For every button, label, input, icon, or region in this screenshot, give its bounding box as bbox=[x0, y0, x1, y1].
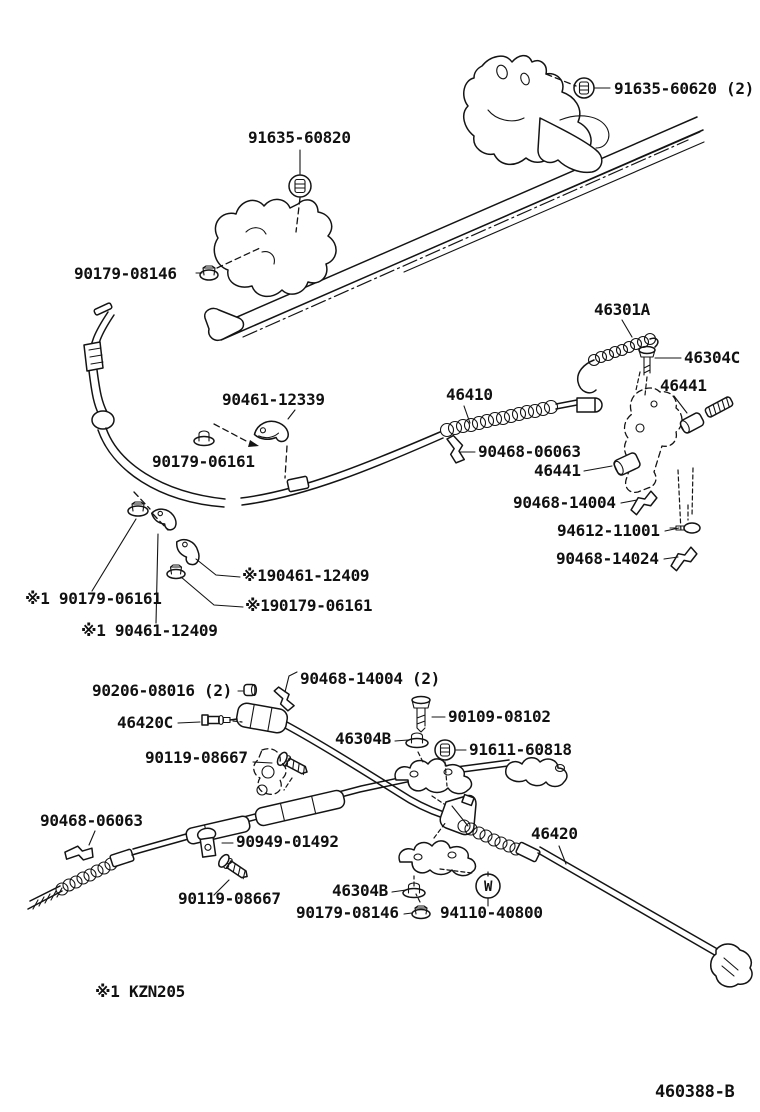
label-94110-40800: 94110-40800 bbox=[440, 903, 543, 922]
cap-icon bbox=[244, 685, 257, 696]
label-46441-a: 46441 bbox=[660, 376, 707, 395]
nut-icon bbox=[200, 266, 218, 280]
label-90179-08146-b: 90179-08146 bbox=[296, 903, 399, 922]
clamp-icon bbox=[253, 419, 289, 445]
pin-46420c-icon bbox=[202, 715, 230, 725]
page-code: 460388-B bbox=[655, 1082, 735, 1102]
clip-icon bbox=[445, 435, 466, 464]
label-90179-08146-a: 90179-08146 bbox=[74, 264, 177, 283]
label-94612-11001: 94612-11001 bbox=[557, 521, 660, 540]
washer-glyph: W bbox=[483, 879, 493, 895]
label-ref-90179-06161-a: ※1 90179-06161 bbox=[25, 589, 162, 608]
bushing-icon bbox=[679, 412, 705, 435]
cable-coil bbox=[56, 858, 117, 895]
label-90949-01492: 90949-01492 bbox=[236, 832, 339, 851]
washer-icon bbox=[476, 874, 500, 898]
label-90206-08016: 90206-08016 (2) bbox=[92, 681, 232, 700]
bushing-icon bbox=[612, 452, 641, 477]
label-91635-60620: 91635-60620 (2) bbox=[614, 79, 754, 98]
label-91611-60818: 91611-60818 bbox=[469, 740, 572, 759]
bolt-icon bbox=[289, 175, 311, 197]
label-46304b-a: 46304B bbox=[335, 729, 391, 748]
part-labels bbox=[25, 79, 754, 922]
clip-icon bbox=[63, 840, 96, 867]
bolt-icon bbox=[435, 740, 455, 760]
label-90468-14004-a: 90468-14004 bbox=[513, 493, 616, 512]
clip-icon bbox=[628, 490, 660, 516]
front-cable-46410 bbox=[84, 302, 602, 507]
label-46420c: 46420C bbox=[117, 713, 173, 732]
label-91635-60820: 91635-60820 bbox=[248, 128, 351, 147]
bolt-46304c-icon bbox=[639, 347, 655, 376]
bolt-icon bbox=[574, 78, 594, 98]
stud-icon bbox=[704, 396, 733, 418]
label-ref-90179-06161-b: ※190179-06161 bbox=[245, 596, 373, 615]
left-ref-cluster bbox=[128, 492, 205, 579]
grommet-icon bbox=[194, 431, 214, 446]
pedal-rail-assembly bbox=[205, 56, 704, 341]
footnote-ref: ※1 bbox=[95, 982, 120, 1001]
label-90468-06063-a: 90468-06063 bbox=[478, 442, 581, 461]
label-90468-14024: 90468-14024 bbox=[556, 549, 659, 568]
label-46441-b: 46441 bbox=[534, 461, 581, 480]
footnote-model: KZN205 bbox=[129, 982, 185, 1001]
label-46410: 46410 bbox=[446, 385, 493, 404]
label-90119-08667-b: 90119-08667 bbox=[178, 889, 281, 908]
label-46304c: 46304C bbox=[684, 348, 740, 367]
label-ref-90461-12409-a: ※1 90461-12409 bbox=[81, 621, 218, 640]
label-46420: 46420 bbox=[531, 824, 578, 843]
label-90179-06161: 90179-06161 bbox=[152, 452, 255, 471]
grommet-icon bbox=[406, 733, 428, 748]
pin-icon bbox=[670, 523, 700, 533]
label-46301a: 46301A bbox=[594, 300, 650, 319]
label-90461-12339: 90461-12339 bbox=[222, 390, 325, 409]
screw-icon bbox=[217, 853, 251, 883]
label-46304b-b: 46304B bbox=[332, 881, 388, 900]
label-ref-90461-12409-b: ※190461-12409 bbox=[242, 566, 370, 585]
clamp-icon bbox=[148, 505, 179, 531]
screw-icon bbox=[275, 751, 310, 778]
cable-coil bbox=[441, 401, 558, 437]
clamp-icon bbox=[197, 827, 219, 857]
nut-icon bbox=[412, 906, 430, 919]
label-90468-14004-b: 90468-14004 (2) bbox=[300, 669, 440, 688]
clevis-icon bbox=[235, 702, 288, 734]
bolt-90109-icon bbox=[412, 697, 430, 733]
label-90119-08667-a: 90119-08667 bbox=[145, 748, 248, 767]
clip-icon bbox=[668, 546, 700, 572]
nut-icon bbox=[167, 565, 185, 579]
label-90468-06063-b: 90468-06063 bbox=[40, 811, 143, 830]
label-90109-08102: 90109-08102 bbox=[448, 707, 551, 726]
